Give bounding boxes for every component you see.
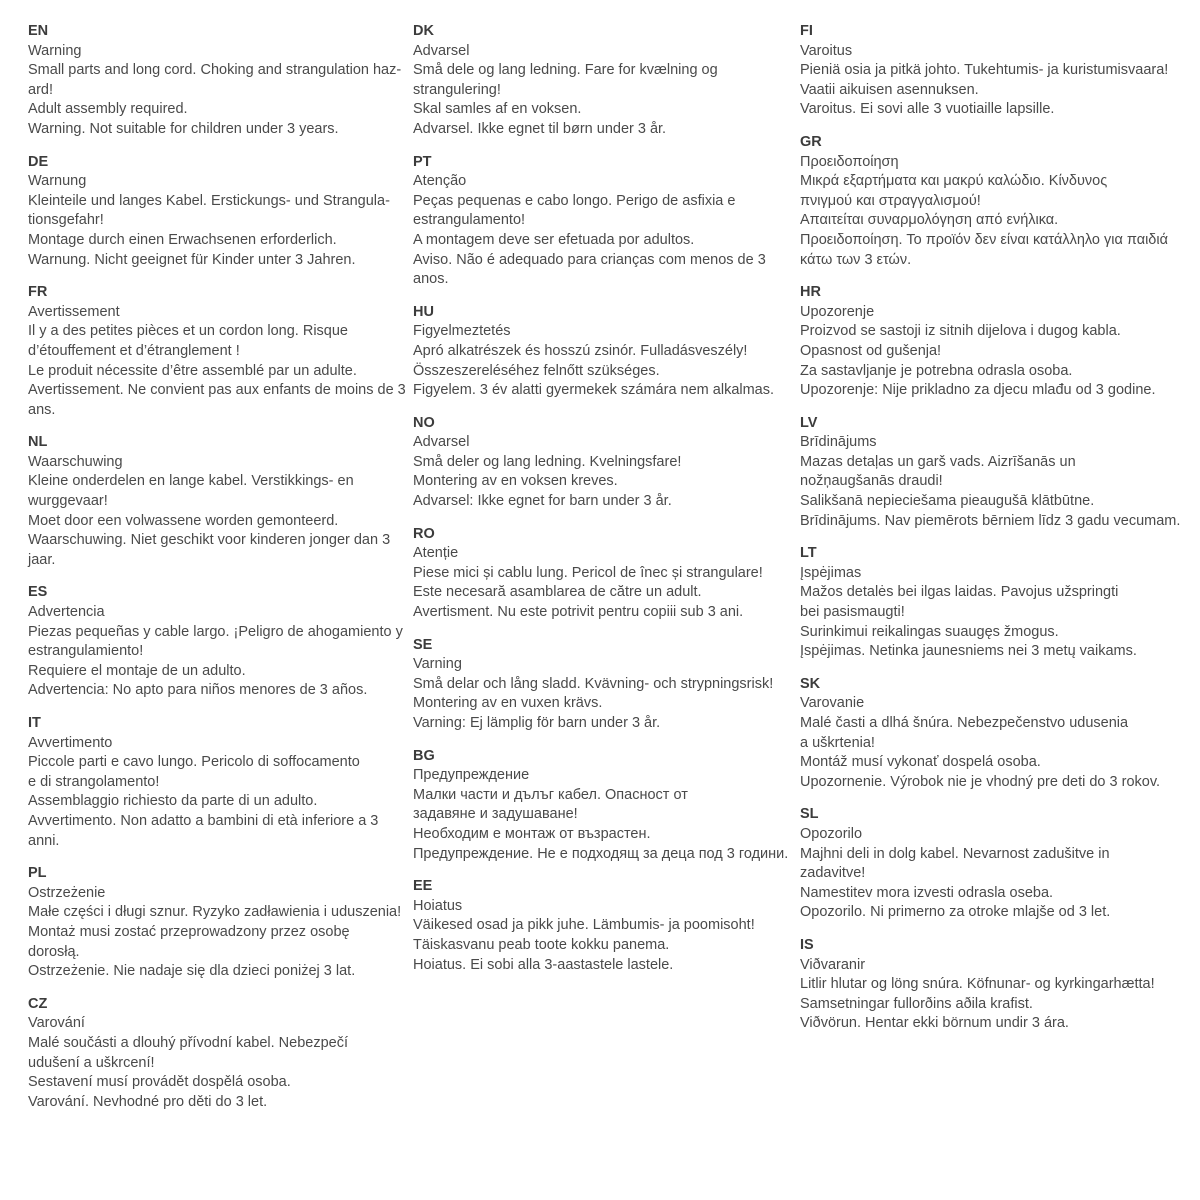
warning-text-line: Warnung <box>28 173 87 190</box>
lang-section-de <box>28 153 406 271</box>
warning-text-line: dorosłą. <box>28 943 80 960</box>
warning-text-line: Pieniä osia ja pitkä johto. Tukehtumis- ja kuristumisvaara! <box>800 62 1169 79</box>
warning-text-line: wurggevaar! <box>28 493 108 510</box>
lang-section-en <box>28 22 406 140</box>
warning-text-line: Små deler og lang ledning. Kvelningsfare! <box>413 453 682 470</box>
warning-text-line: Varovanie <box>800 695 865 712</box>
warning-text-line: Salikšanā nepieciešama pieaugušā klātbūtne. <box>800 493 1095 510</box>
warning-text-line: Väikesed osad ja pikk juhe. Lämbumis- ja poomisoht! <box>413 917 755 934</box>
lang-section-sl <box>800 805 1185 923</box>
lang-code-ro: RO <box>413 525 435 542</box>
lang-section-lv <box>800 414 1185 532</box>
warning-text-line: Sestavení musí provádět dospělá osoba. <box>28 1074 291 1091</box>
warning-text-line: Avvertimento <box>28 734 113 751</box>
warning-text-line: Warning. Not suitable for children under 3 years. <box>28 120 339 137</box>
warning-text-line: Montaż musi zostać przeprowadzony przez osobę <box>28 923 350 940</box>
warning-text-line: Samsetningar fullorðins aðila krafist. <box>800 995 1033 1012</box>
warning-text-line: Montage durch einen Erwachsenen erforderlich. <box>28 231 337 248</box>
warning-text-line: estrangulamiento! <box>28 643 144 660</box>
warning-text-line: Surinkimui reikalingas suaugęs žmogus. <box>800 623 1059 640</box>
warning-text-line: Προειδοποίηση <box>800 153 899 170</box>
warning-text-line: Upozornenie. Výrobok nie je vhodný pre deti do 3 rokov. <box>800 773 1161 790</box>
warning-text-line: Waarschuwing <box>28 453 123 470</box>
lang-code-lv: LV <box>800 414 818 431</box>
warning-text-line: Ostrzeżenie. Nie nadaje się dla dzieci poniżej 3 lat. <box>28 963 356 980</box>
warning-text-line: Proizvod se sastoji iz sitnih dijelova i dugog kabla. <box>800 323 1121 340</box>
warning-text-line: Įspėjimas <box>800 564 862 581</box>
warning-text-line: Mažos detalės bei ilgas laidas. Pavojus užspringti <box>800 584 1119 601</box>
warning-text-line: Mazas detaļas un garš vads. Aizrīšanās un <box>800 453 1076 470</box>
warning-text-line: πνιγμού και στραγγαλισμού! <box>800 192 981 209</box>
warning-text-line: estrangulamento! <box>413 212 526 229</box>
warning-text-line: Brīdinājums. Nav piemērots bērniem līdz 3 gadu vecumam. <box>800 512 1181 529</box>
lang-section-nl <box>28 433 406 570</box>
lang-section-lt <box>800 544 1185 662</box>
lang-section-gr <box>800 133 1185 270</box>
warning-text-line: Namestitev mora izvesti odrasla oseba. <box>800 884 1054 901</box>
warning-text-line: Małe części i długi sznur. Ryzyko zadławienia i uduszenia! <box>28 904 402 921</box>
lang-section-cz <box>28 995 406 1113</box>
lang-code-nl: NL <box>28 434 48 451</box>
lang-section-hr <box>800 283 1185 401</box>
warning-column-3 <box>800 22 1185 1047</box>
lang-code-dk: DK <box>413 23 434 39</box>
lang-section-dk <box>413 22 793 140</box>
lang-code-en: EN <box>28 23 49 39</box>
warning-text-line: Vaatii aikuisen asennuksen. <box>800 81 979 98</box>
warning-text-line: Малки части и дълъг кабел. Опасност от <box>413 786 688 803</box>
warning-text-line: zadavitve! <box>800 865 866 882</box>
warning-text-line: Montáž musí vykonať dospelá osoba. <box>800 754 1041 771</box>
warning-text-line: Προειδοποίηση. Το προϊόν δεν είναι κατάλληλο για παιδιά <box>800 231 1168 248</box>
warning-column-1 <box>28 22 406 1125</box>
lang-code-sl: SL <box>800 806 819 823</box>
warning-text-line: Kleine onderdelen en lange kabel. Verstikkings- en <box>28 473 354 490</box>
warning-text-line: Peças pequenas e cabo longo. Perigo de asfixia e <box>413 192 736 209</box>
lang-code-pt: PT <box>413 153 432 170</box>
warning-text-line: Assemblaggio richiesto da parte di un adulto. <box>28 793 318 810</box>
lang-code-ee: EE <box>413 878 433 895</box>
warning-text-line: Piese mici și cablu lung. Pericol de înec și strangulare! <box>413 564 763 581</box>
lang-code-es: ES <box>28 584 48 601</box>
warning-text-line: anni. <box>28 832 60 849</box>
lang-section-ee <box>413 877 793 975</box>
warning-text-line: Piccole parti e cavo lungo. Pericolo di soffocamento <box>28 754 360 771</box>
lang-code-se: SE <box>413 636 433 653</box>
warning-text-line: Skal samles af en voksen. <box>413 101 582 118</box>
lang-section-es <box>28 583 406 701</box>
warning-text-line: Upozorenje: Nije prikladno za djecu mlađu od 3 godine. <box>800 382 1156 399</box>
lang-section-se <box>413 636 793 734</box>
lang-section-pt <box>413 153 793 290</box>
warning-text-line: Figyelem. 3 év alatti gyermekek számára nem alkalmas. <box>413 382 775 399</box>
lang-section-hu <box>413 303 793 401</box>
warning-text-line: Montering av en voksen kreves. <box>413 473 618 490</box>
warning-text-line: Opozorilo <box>800 825 863 842</box>
warning-text-line: Apró alkatrészek és hosszú zsinór. Fulladásveszély! <box>413 342 748 359</box>
warning-text-line: Small parts and long cord. Choking and strangulation haz- <box>28 62 402 79</box>
warning-text-line: Atenção <box>413 173 467 190</box>
warning-text-line: Varning <box>413 656 462 673</box>
warning-text-line: Varoitus <box>800 42 853 59</box>
warning-text-line: Необходим е монтаж от възрастен. <box>413 825 651 842</box>
warning-text-line: Advertencia <box>28 604 105 621</box>
lang-section-it <box>28 714 406 851</box>
warning-text-line: Avertisment. Nu este potrivit pentru copiii sub 3 ani. <box>413 604 744 621</box>
warning-text-line: ans. <box>28 401 56 418</box>
warning-text-line: Ostrzeżenie <box>28 884 106 901</box>
warning-text-line: Små delar och lång sladd. Kvävning- och strypningsrisk! <box>413 675 774 692</box>
warning-text-line: Le produit nécessite d’être assemblé par un adulte. <box>28 362 357 379</box>
warning-text-line: Brīdinājums <box>800 434 877 451</box>
warning-text-line: Majhni deli in dolg kabel. Nevarnost zadušitve in <box>800 845 1110 862</box>
lang-section-sk <box>800 675 1185 793</box>
lang-code-fi: FI <box>800 23 813 39</box>
warning-text-line: Απαιτείται συναρμολόγηση από ενήλικα. <box>800 212 1059 229</box>
warning-text-line: Za sastavljanje je potrebna odrasla osoba. <box>800 362 1073 379</box>
lang-section-is <box>800 936 1185 1034</box>
warning-column-2 <box>413 22 793 988</box>
warning-text-line: nožņaugšanās draudi! <box>800 473 943 490</box>
lang-code-gr: GR <box>800 133 822 150</box>
warning-text-line: Opasnost od gušenja! <box>800 342 942 359</box>
warning-text-line: Warning <box>28 42 82 59</box>
warning-text-line: Advarsel <box>413 42 470 59</box>
warning-text-line: задавяне и задушаване! <box>413 806 578 823</box>
warning-text-line: Hoiatus. Ei sobi alla 3-aastastele lastele. <box>413 956 674 973</box>
warning-text-line: anos. <box>413 271 449 288</box>
warning-text-line: Предупреждение. Не е подходящ за деца под 3 години. <box>413 845 789 862</box>
lang-section-no <box>413 414 793 512</box>
warning-text-line: A montagem deve ser efetuada por adultos. <box>413 231 695 248</box>
warning-text-line: Varoitus. Ei sovi alle 3 vuotiaille lapsille. <box>800 101 1055 118</box>
warning-text-line: e di strangolamento! <box>28 773 160 790</box>
warning-text-line: Hoiatus <box>413 897 463 914</box>
warning-text-line: Täiskasvanu peab toote kokku panema. <box>413 936 670 953</box>
warning-text-line: Warnung. Nicht geeignet für Kinder unter 3 Jahren. <box>28 251 356 268</box>
warning-text-line: Avvertimento. Non adatto a bambini di età inferiore a 3 <box>28 812 379 829</box>
lang-section-bg <box>413 747 793 865</box>
lang-code-hu: HU <box>413 303 434 320</box>
warning-text-line: d’étouffement et d’étranglement ! <box>28 342 240 359</box>
warning-text-line: Montering av en vuxen krävs. <box>413 695 603 712</box>
warning-text-line: Advarsel <box>413 434 470 451</box>
warning-text-line: a uškrtenia! <box>800 734 875 751</box>
warning-text-line: Piezas pequeñas y cable largo. ¡Peligro de ahogamiento y <box>28 623 403 640</box>
warning-text-line: Viðvaranir <box>800 956 866 973</box>
lang-code-de: DE <box>28 153 49 170</box>
warning-text-line: Μικρά εξαρτήματα και μακρύ καλώδιο. Κίνδυνος <box>800 173 1108 190</box>
lang-code-bg: BG <box>413 747 435 764</box>
lang-code-pl: PL <box>28 865 47 882</box>
warning-text-line: Įspėjimas. Netinka jaunesniems nei 3 metų vaikams. <box>800 643 1137 660</box>
warning-text-line: Små dele og lang ledning. Fare for kvælning og <box>413 62 718 79</box>
warning-text-line: Viðvörun. Hentar ekki börnum undir 3 ára. <box>800 1015 1069 1032</box>
warning-text-line: Moet door een volwassene worden gemonteerd. <box>28 512 339 529</box>
warning-text-line: Adult assembly required. <box>28 101 188 118</box>
warning-text-line: Opozorilo. Ni primerno za otroke mlajše od 3 let. <box>800 904 1111 921</box>
warning-text-line: bei pasismaugti! <box>800 604 905 621</box>
lang-section-pl <box>28 864 406 982</box>
lang-section-fi <box>800 22 1185 120</box>
warning-text-line: Il y a des petites pièces et un cordon long. Risque <box>28 323 348 340</box>
warning-text-line: Advarsel. Ikke egnet til børn under 3 år. <box>413 120 667 137</box>
warning-text-line: Upozorenje <box>800 303 875 320</box>
warning-text-line: Összeszereléséhez felnőtt szükséges. <box>413 362 660 379</box>
lang-code-no: NO <box>413 414 435 431</box>
warning-text-line: Malé časti a dlhá šnúra. Nebezpečenstvo udusenia <box>800 715 1129 731</box>
warning-text-line: udušení a uškrcení! <box>28 1054 155 1071</box>
warning-text-line: ard! <box>28 81 53 98</box>
lang-section-fr <box>28 283 406 420</box>
lang-code-hr: HR <box>800 284 821 301</box>
warning-text-line: Atenție <box>413 545 459 562</box>
warning-text-line: Litlir hlutar og löng snúra. Köfnunar- og kyrkingarhætta! <box>800 976 1155 993</box>
lang-code-lt: LT <box>800 545 817 562</box>
warning-text-line: Malé součásti a dlouhý přívodní kabel. Nebezpečí <box>28 1034 348 1051</box>
warning-text-line: Requiere el montaje de un adulto. <box>28 662 246 679</box>
warning-text-line: Advertencia: No apto para niños menores de 3 años. <box>28 682 368 699</box>
warning-text-line: tionsgefahr! <box>28 212 104 229</box>
warning-text-line: Kleinteile und langes Kabel. Erstickungs- und Strangula- <box>28 192 390 209</box>
warning-text-line: Este necesară asamblarea de către un adult. <box>413 584 702 601</box>
lang-code-cz: CZ <box>28 995 48 1012</box>
lang-code-it: IT <box>28 715 41 731</box>
lang-code-is: IS <box>800 936 814 953</box>
lang-section-ro <box>413 525 793 623</box>
warning-text-line: Avertissement. Ne convient pas aux enfants de moins de 3 <box>28 382 406 399</box>
warning-text-line: Advarsel: Ikke egnet for barn under 3 år. <box>413 493 672 510</box>
lang-code-fr: FR <box>28 284 48 301</box>
warning-text-line: Waarschuwing. Niet geschikt voor kinderen jonger dan 3 <box>28 532 391 549</box>
warning-text-line: Varning: Ej lämplig för barn under 3 år. <box>413 715 661 731</box>
lang-code-sk: SK <box>800 675 821 692</box>
warning-text-line: Figyelmeztetés <box>413 323 511 340</box>
warning-text-line: Varování. Nevhodné pro děti do 3 let. <box>28 1093 268 1110</box>
warning-text-line: Предупреждение <box>413 767 530 784</box>
warning-text-line: strangulering! <box>413 81 501 98</box>
warning-text-line: jaar. <box>28 551 56 568</box>
warning-text-line: Aviso. Não é adequado para crianças com menos de 3 <box>413 251 766 268</box>
warning-text-line: κάτω των 3 ετών. <box>800 251 912 268</box>
warning-text-line: Avertissement <box>28 303 120 320</box>
warning-text-line: Varování <box>28 1015 85 1032</box>
